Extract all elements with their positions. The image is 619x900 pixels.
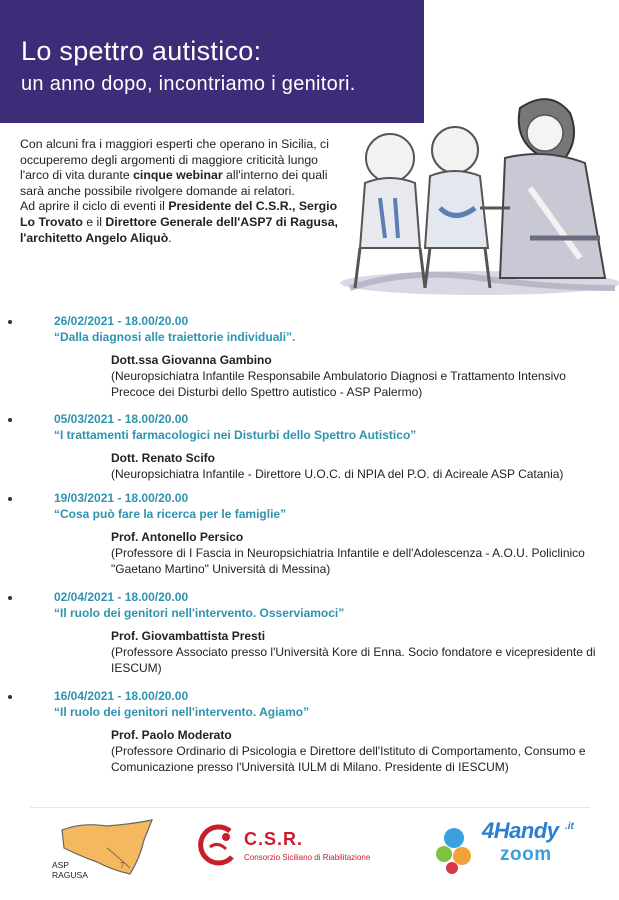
event-item (0, 689, 619, 775)
event-title: “Cosa può fare la ricerca per le famiglie” (54, 507, 287, 521)
event-date: 16/04/2021 - 18.00/20.00 (54, 689, 189, 703)
intro-text-part: Con alcuni fra i maggiori esperti che operano in Sicilia, ci occuperemo degli argomenti di maggiore criticità lungo l'arco di vita durante (20, 137, 329, 183)
event-item (0, 314, 619, 412)
event-speaker-role: (Neuropsichiatra Infantile Responsabile Ambulatorio Diagnosi e Trattamento Intensivo Precoce dei Disturbi dello Spettro autistico - ASP Palermo) (111, 369, 566, 399)
event-speaker: Prof. Giovambattista Presti (111, 629, 266, 643)
event-speaker-role: (Neuropsichiatra Infantile - Direttore U.O.C. di NPIA del P.O. di Acireale ASP Catania) (111, 467, 564, 481)
handy-logo-icon (432, 818, 482, 876)
intro-text-part: . (168, 230, 172, 245)
event-date: 26/02/2021 - 18.00/20.00 (54, 314, 189, 328)
intro-highlight: Presidente del C.S.R., Sergio Lo Trovato (20, 199, 338, 229)
event-date: 05/03/2021 - 18.00/20.00 (54, 412, 189, 426)
event-title: “I trattamenti farmacologici nei Disturbi dello Spettro Autistico” (54, 428, 417, 442)
handy-brand: 4Handy (482, 818, 559, 843)
asp-number: 7 (120, 861, 125, 870)
header-title: Lo spettro autistico: (21, 36, 262, 66)
event-speaker-role: (Professore Ordinario di Psicologia e Direttore dell'Istituto di Comportamento, Consumo e Comunicazione presso l'Università IULM di Milano. Presidente di IESCUM) (111, 744, 586, 774)
event-item (0, 491, 619, 590)
event-title: “Il ruolo dei genitori nell'intervento. Osserviamoci” (54, 606, 345, 620)
handy-domain: .it (565, 821, 574, 832)
csr-logo-icon (196, 823, 240, 867)
bullet-icon (8, 695, 12, 699)
asp-label-line: RAGUSA (52, 870, 88, 880)
intro-paragraph-1 (20, 137, 350, 199)
intro-highlight: Direttore Generale dell'ASP7 di Ragusa, l'architetto Angelo Aliquò (20, 214, 338, 245)
intro-paragraph-2 (20, 199, 350, 246)
event-speaker: Prof. Antonello Persico (111, 530, 244, 544)
zoom-brand: zoom (500, 844, 552, 865)
event-date: 02/04/2021 - 18.00/20.00 (54, 590, 189, 604)
event-speaker-role: (Professore di I Fascia in Neuropsichiatria Infantile e dell'Adolescenza - A.O.U. Policlinico "Gaetano Martino" Università di Messina) (111, 546, 585, 576)
asp-label (52, 860, 88, 880)
bullet-icon (8, 320, 12, 324)
intro-text-part: e il (82, 214, 106, 229)
footer-divider (30, 807, 590, 808)
event-speaker: Dott.ssa Giovanna Gambino (111, 353, 272, 367)
bullet-icon (8, 418, 12, 422)
bullet-icon (8, 596, 12, 600)
intro-text (20, 137, 350, 246)
event-speaker-role: (Professore Associato presso l'Università Kore di Enna. Socio fondatore e vicepresidente di IESCUM) (111, 645, 596, 675)
event-date: 19/03/2021 - 18.00/20.00 (54, 491, 189, 505)
csr-name: C.S.R. (244, 829, 304, 849)
intro-highlight: cinque webinar (133, 168, 223, 183)
bullet-icon (8, 497, 12, 501)
event-title: “Dalla diagnosi alle traiettorie individuali”. (54, 330, 296, 344)
csr-subtitle: Consorzio Siciliano di Riabilitazione (244, 853, 371, 862)
event-item (0, 590, 619, 689)
events-list (0, 314, 619, 775)
event-item (0, 412, 619, 491)
asp-label-line: ASP (52, 860, 70, 870)
intro-text-part: Ad aprire il ciclo di eventi il (20, 199, 169, 214)
event-speaker: Prof. Paolo Moderato (111, 728, 232, 742)
family-illustration (330, 88, 619, 303)
intro-text-part: all'interno dei quali sarà anche possibile rivolgere domande ai relatori. (20, 168, 328, 198)
header-subtitle: un anno dopo, incontriamo i genitori. (21, 73, 356, 95)
event-speaker: Dott. Renato Scifo (111, 451, 215, 465)
event-title: “Il ruolo dei genitori nell'intervento. Agiamo” (54, 705, 310, 719)
